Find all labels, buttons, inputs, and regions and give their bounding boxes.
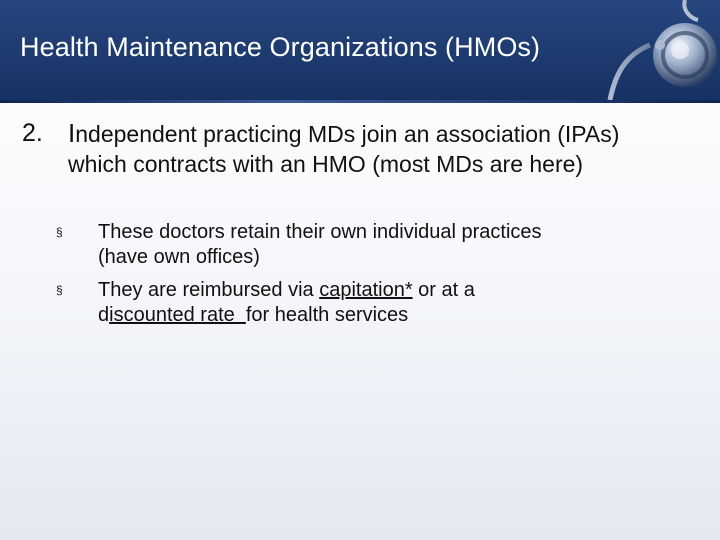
- sub-bullet-list: [0, 220, 720, 336]
- text-segment: for health services: [245, 304, 409, 326]
- title-divider: [0, 100, 720, 103]
- stethoscope-icon: [590, 0, 720, 100]
- list-item: [0, 278, 720, 336]
- underlined-term: iscounted rate: [109, 304, 246, 326]
- text-segment: or at a d: [98, 279, 475, 326]
- numbered-item-text: [68, 118, 628, 179]
- bullet-icon: §: [56, 283, 63, 297]
- slide-title: Health Maintenance Organizations (HMOs): [20, 32, 541, 62]
- first-letter: I: [68, 118, 76, 148]
- sub-bullet-text: These doctors retain their own individual practices (have own offices): [98, 221, 542, 268]
- sub-bullet-text: [98, 278, 578, 328]
- title-bar: [0, 0, 720, 100]
- item-text: ndependent practicing MDs join an association (IPAs) which contracts with an HMO (most MDs are here): [68, 121, 620, 177]
- list-item: [0, 220, 720, 278]
- bullet-icon: §: [56, 225, 63, 239]
- text-segment: They are reimbursed via: [98, 279, 320, 301]
- list-number: 2.: [22, 119, 43, 147]
- underlined-term: capitation*: [319, 279, 413, 301]
